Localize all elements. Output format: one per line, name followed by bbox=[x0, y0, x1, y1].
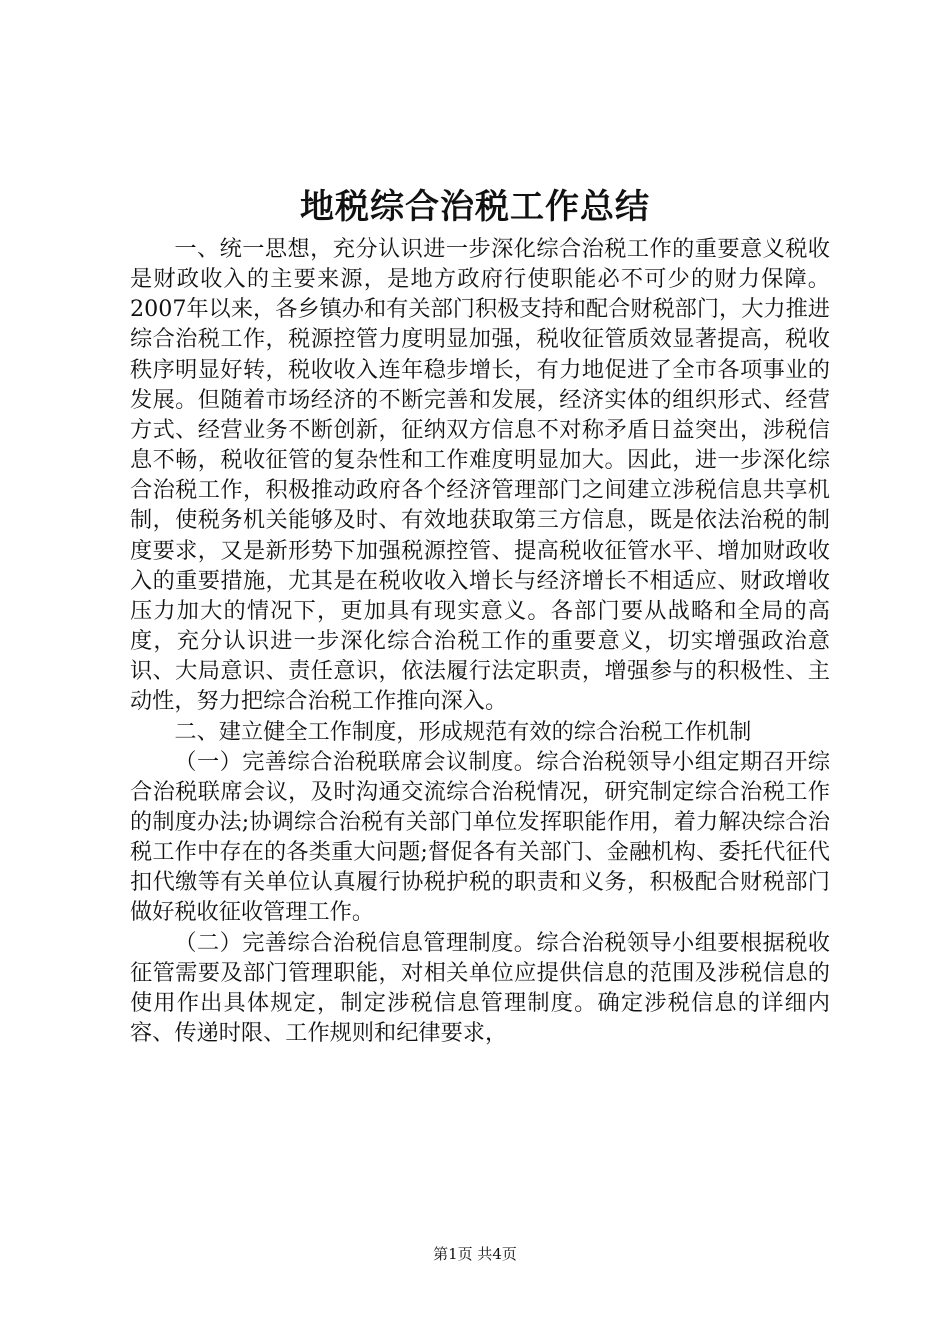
document-title: 地税综合治税工作总结 bbox=[300, 187, 650, 227]
paragraph-2: 二、建立健全工作制度，形成规范有效的综合治税工作机制 bbox=[174, 718, 752, 745]
page-footer: 第1页 共4页 bbox=[433, 1245, 517, 1263]
paragraph-4: （二）完善综合治税信息管理制度。综合治税领导小组要根据税收征管需要及部门管理职能，对相关单位应提供信息的范围及涉税信息的使用作出具体规定，制定涉税信息管理制度。确定涉税信息的详细内容、传递时限、工作规则和纪律要求， bbox=[130, 929, 830, 1047]
document-body bbox=[130, 234, 830, 1048]
paragraph-1: 一、统一思想，充分认识进一步深化综合治税工作的重要意义税收是财政收入的主要来源，是地方政府行使职能必不可少的财力保障。2007年以来，各乡镇办和有关部门积极支持和配合财税部门，大力推进综合治税工作，税源控管力度明显加强，税收征管质效显著提高，税收秩序明显好转，税收收入连年稳步增长，有力地促进了全市各项事业的发展。但随着市场经济的不断完善和发展，经济实体的组织形式、经营方式、经营业务不断创新，征纳双方信息不对称矛盾日益突出，涉税信息不畅，税收征管的复杂性和工作难度明显加大。因此，进一步深化综合治税工作，积极推动政府各个经济管理部门之间建立涉税信息共享机制，使税务机关能够及时、有效地获取第三方信息，既是依法治税的制度要求，又是新形势下加强税源控管、提高税收征管水平、增加财政收入的重要措施，尤其是在税收收入增长与经济增长不相适应、财政增收压力加大的情况下，更加具有现实意义。各部门要从战略和全局的高度，充分认识进一步深化综合治税工作的重要意义，切实增强政治意识、大局意识、责任意识，依法履行法定职责，增强参与的积极性、主动性，努力把综合治税工作推向深入。 bbox=[130, 236, 830, 715]
paragraph-3: （一）完善综合治税联席会议制度。综合治税领导小组定期召开综合治税联席会议，及时沟通交流综合治税情况，研究制定综合治税工作的制度办法;协调综合治税有关部门单位发挥职能作用，着力解决综合治税工作中存在的各类重大问题;督促各有关部门、金融机构、委托代征代扣代缴等有关单位认真履行协税护税的职责和义务，积极配合财税部门做好税收征收管理工作。 bbox=[130, 748, 830, 926]
